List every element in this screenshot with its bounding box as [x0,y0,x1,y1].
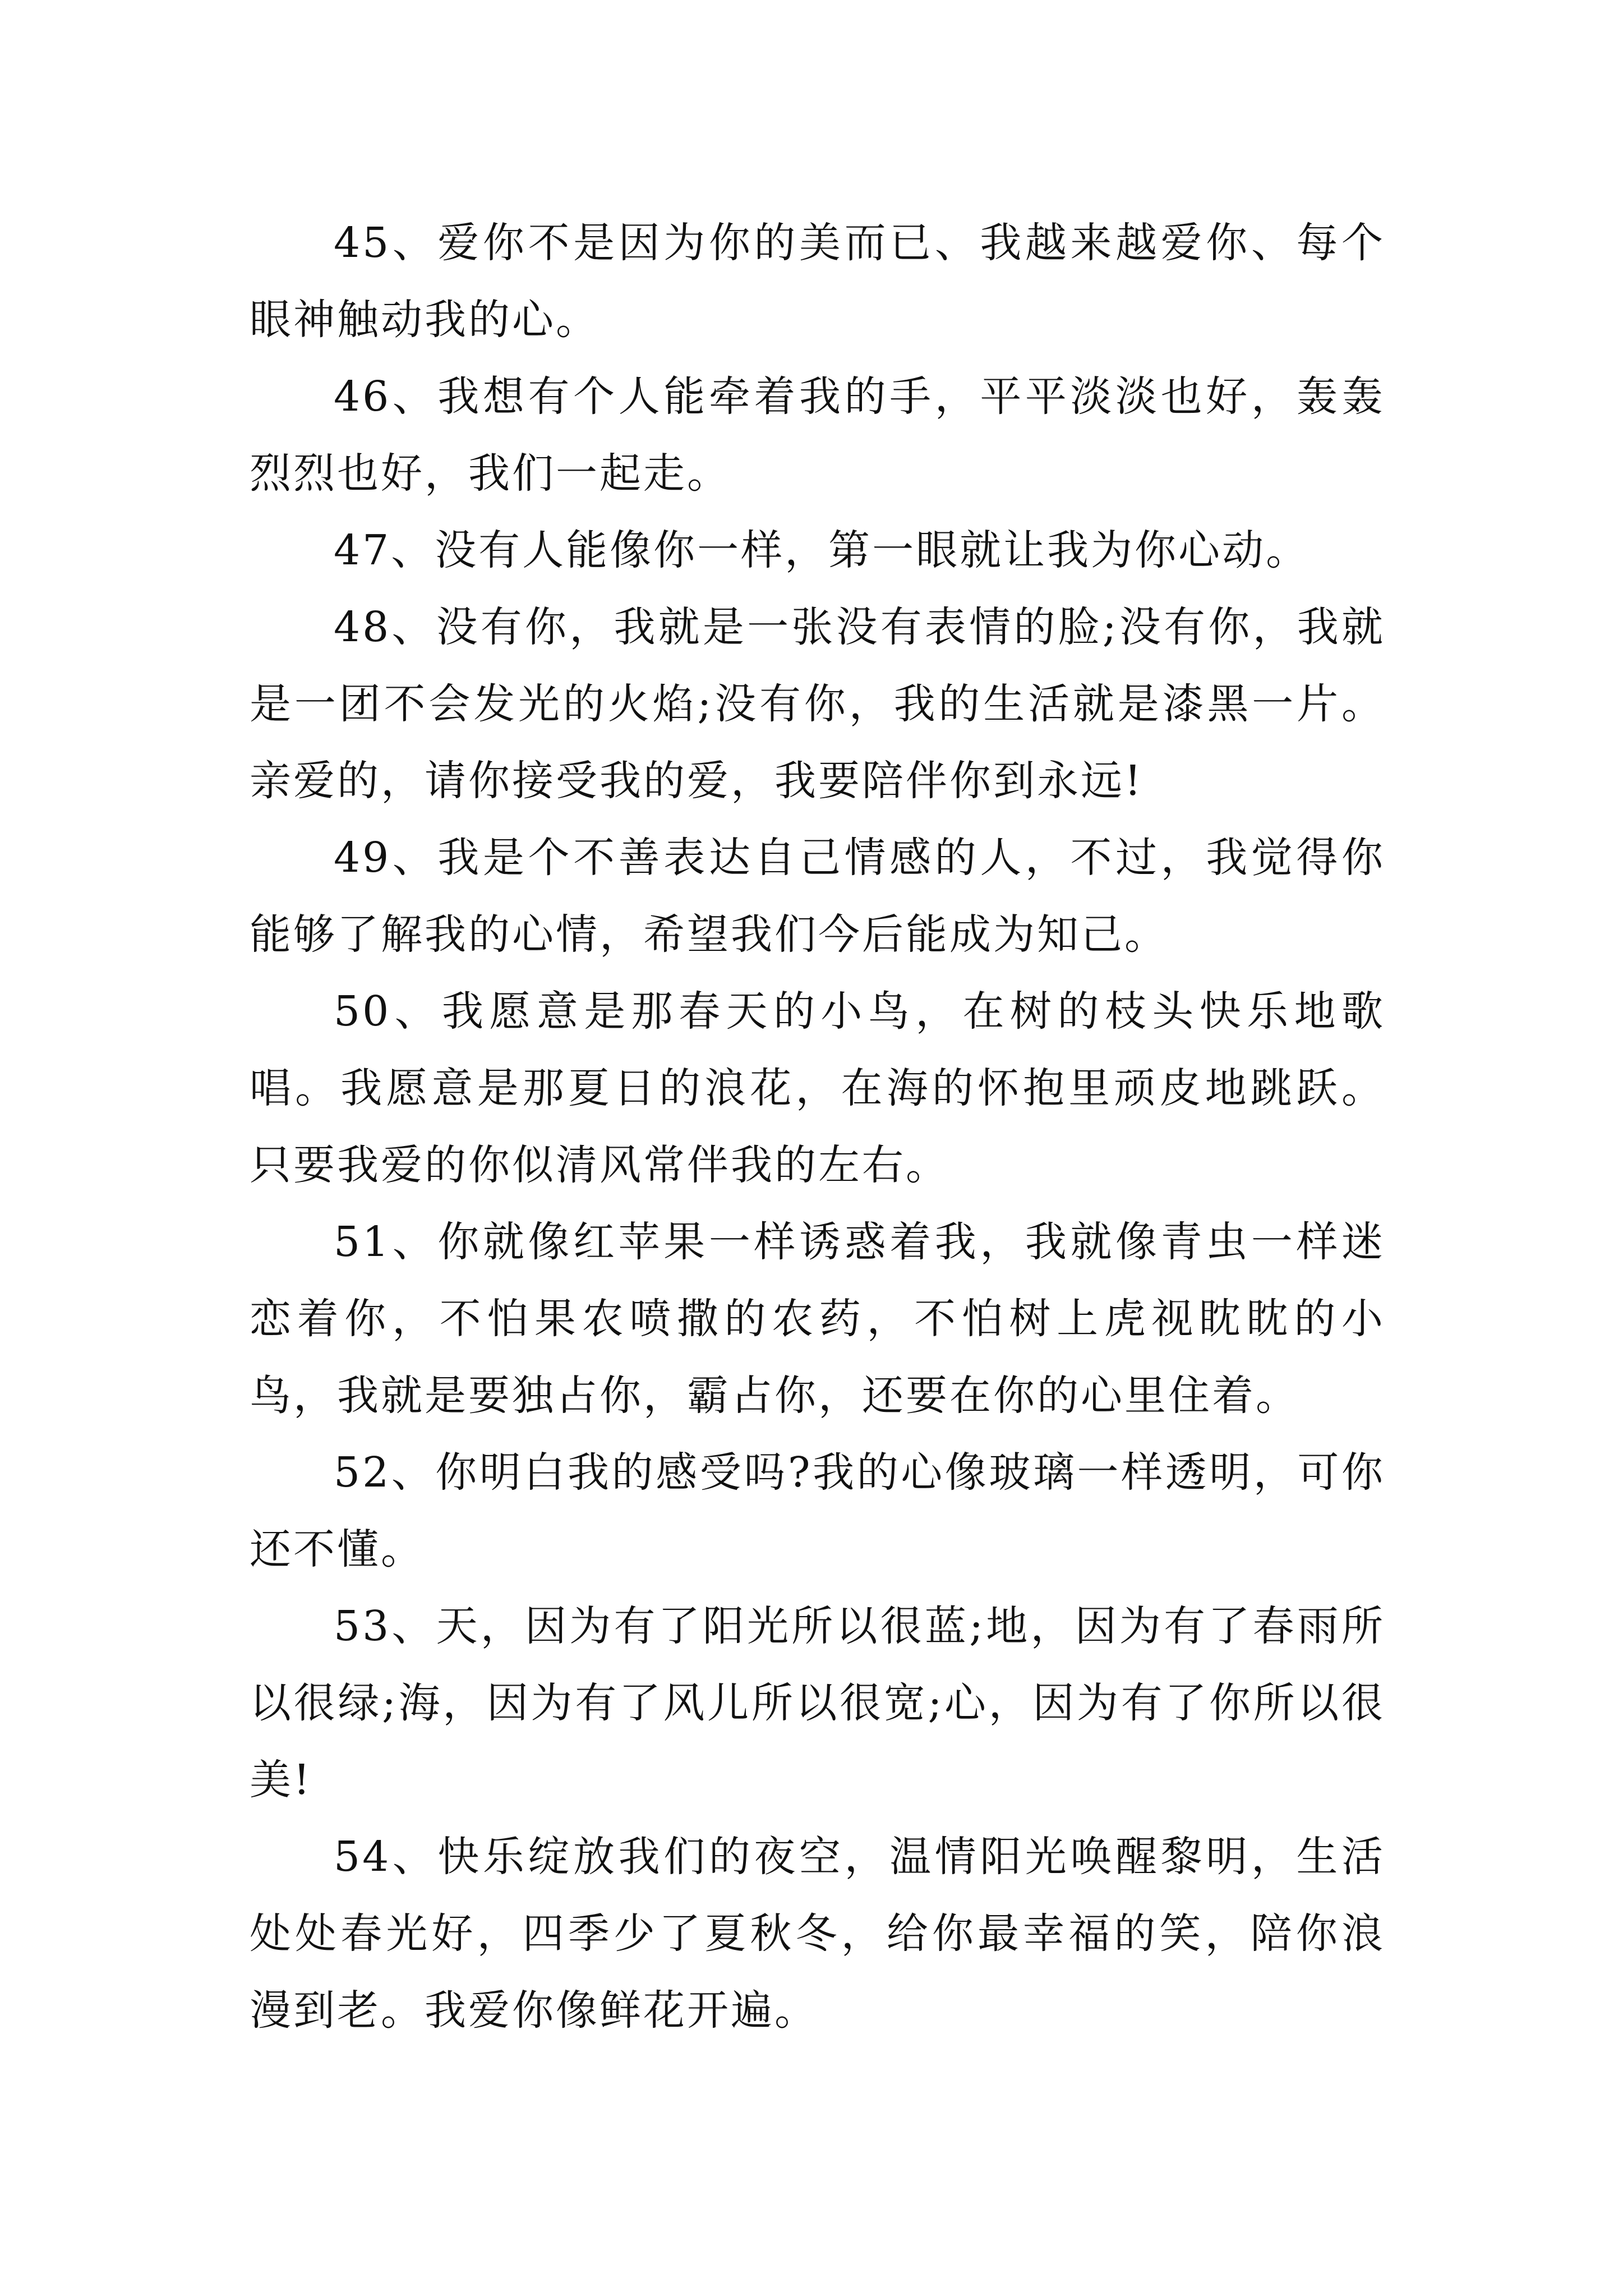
paragraph-45: 45、爱你不是因为你的美而已、我越来越爱你、每个眼神触动我的心。 [250,219,1385,344]
paragraph-49: 49、我是个不善表达自己情感的人，不过，我觉得你能够了解我的心情，希望我们今后能成为知己。 [250,834,1385,959]
paragraph-47: 47、没有人能像你一样，第一眼就让我为你心动。 [334,526,1310,574]
paragraph-46: 46、我想有个人能牵着我的手，平平淡淡也好，轰轰烈烈也好，我们一起走。 [250,372,1385,498]
paragraph-51: 51、你就像红苹果一样诱惑着我，我就像青虫一样迷恋着你，不怕果农喷撒的农药，不怕树上虎视眈眈的小鸟，我就是要独占你，霸占你，还要在你的心里住着。 [250,1218,1385,1420]
paragraph-52: 52、你明白我的感受吗?我的心像玻璃一样透明，可你还不懂。 [250,1448,1385,1573]
paragraph-48: 48、没有你，我就是一张没有表情的脸;没有你，我就是一团不会发光的火焰;没有你，我的生活就是漆黑一片。亲爱的，请你接受我的爱，我要陪伴你到永远! [250,603,1385,805]
paragraph-54: 54、快乐绽放我们的夜空，温情阳光唤醒黎明，生活处处春光好，四季少了夏秋冬，给你最幸福的笑，陪你浪漫到老。我爱你像鲜花开遍。 [250,1833,1385,2035]
document-body [250,205,1385,2049]
paragraph-50: 50、我愿意是那春天的小鸟，在树的枝头快乐地歌唱。我愿意是那夏日的浪花，在海的怀抱里顽皮地跳跃。只要我爱的你似清风常伴我的左右。 [250,987,1385,1189]
paragraph-53: 53、天，因为有了阳光所以很蓝;地，因为有了春雨所以很绿;海，因为有了风儿所以很宽;心，因为有了你所以很美! [250,1602,1385,1804]
